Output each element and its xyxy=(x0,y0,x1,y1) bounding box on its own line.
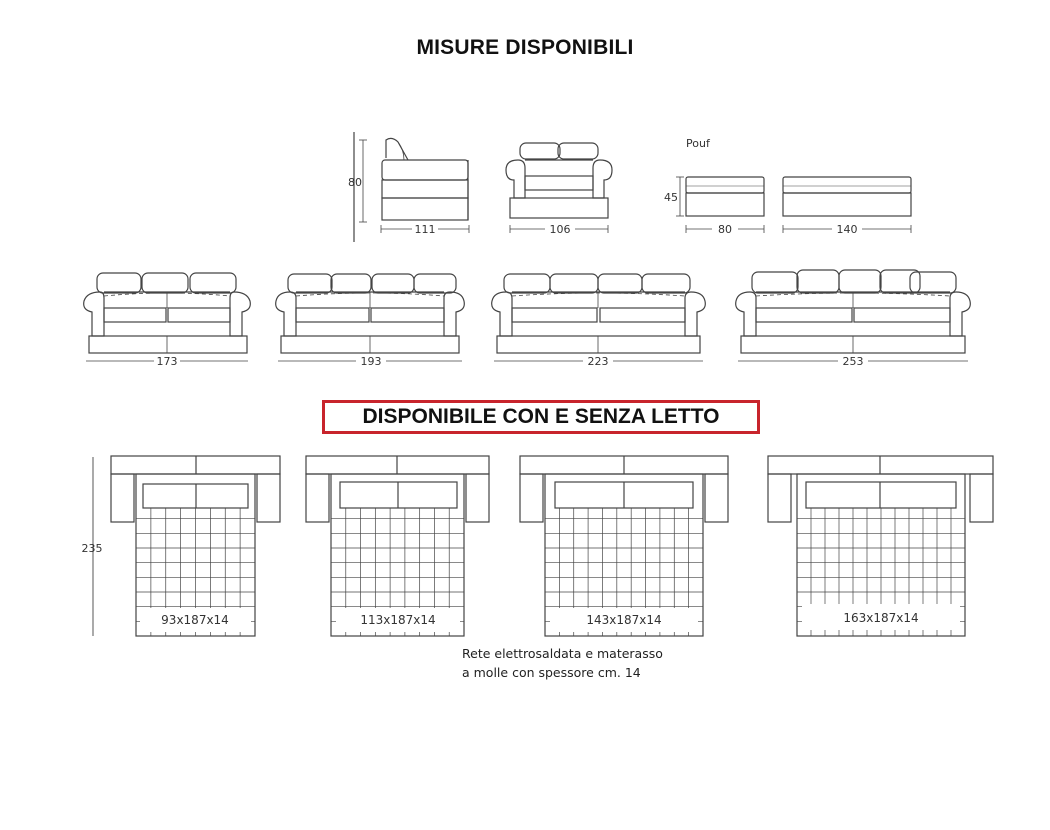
mattress-size-1: 93x187x14 xyxy=(161,613,229,627)
mattress-note-line-1: Rete elettrosaldata e materasso xyxy=(462,646,663,661)
sofa-173-label: 173 xyxy=(156,355,178,368)
bed-height-label: 235 xyxy=(81,542,103,555)
sofa-193 xyxy=(276,274,465,353)
armchair-height-label: 80 xyxy=(348,176,362,189)
armchair-side-view xyxy=(354,132,468,242)
armchair-side-width-label: 111 xyxy=(414,223,436,236)
pouf-label: Pouf xyxy=(686,137,710,150)
armchair-front-width-label: 106 xyxy=(549,223,571,236)
sofa-bed-143 xyxy=(520,456,728,636)
sofa-223-label: 223 xyxy=(587,355,609,368)
sofa-193-label: 193 xyxy=(360,355,382,368)
pouf-large xyxy=(783,177,911,216)
mattress-size-4: 163x187x14 xyxy=(843,611,919,625)
sofa-bed-163 xyxy=(768,456,993,636)
bed-availability-title: DISPONIBILE CON E SENZA LETTO xyxy=(322,400,760,434)
sofa-173 xyxy=(84,273,251,353)
page-title: MISURE DISPONIBILI xyxy=(416,36,634,59)
sofa-253 xyxy=(736,270,971,353)
pouf-small-width-label: 80 xyxy=(718,223,732,236)
sofa-bed-113 xyxy=(306,456,489,636)
pouf-large-width-label: 140 xyxy=(836,223,858,236)
sofa-253-label: 253 xyxy=(842,355,864,368)
sofa-bed-93 xyxy=(111,456,280,636)
mattress-note-line-2: a molle con spessore cm. 14 xyxy=(462,665,641,680)
armchair-front-view xyxy=(506,143,612,218)
pouf-height-label: 45 xyxy=(664,191,678,204)
mattress-size-2: 113x187x14 xyxy=(360,613,436,627)
mattress-note xyxy=(462,644,722,682)
pouf-small xyxy=(686,177,764,216)
sofa-223 xyxy=(492,274,706,353)
mattress-size-3: 143x187x14 xyxy=(586,613,662,627)
